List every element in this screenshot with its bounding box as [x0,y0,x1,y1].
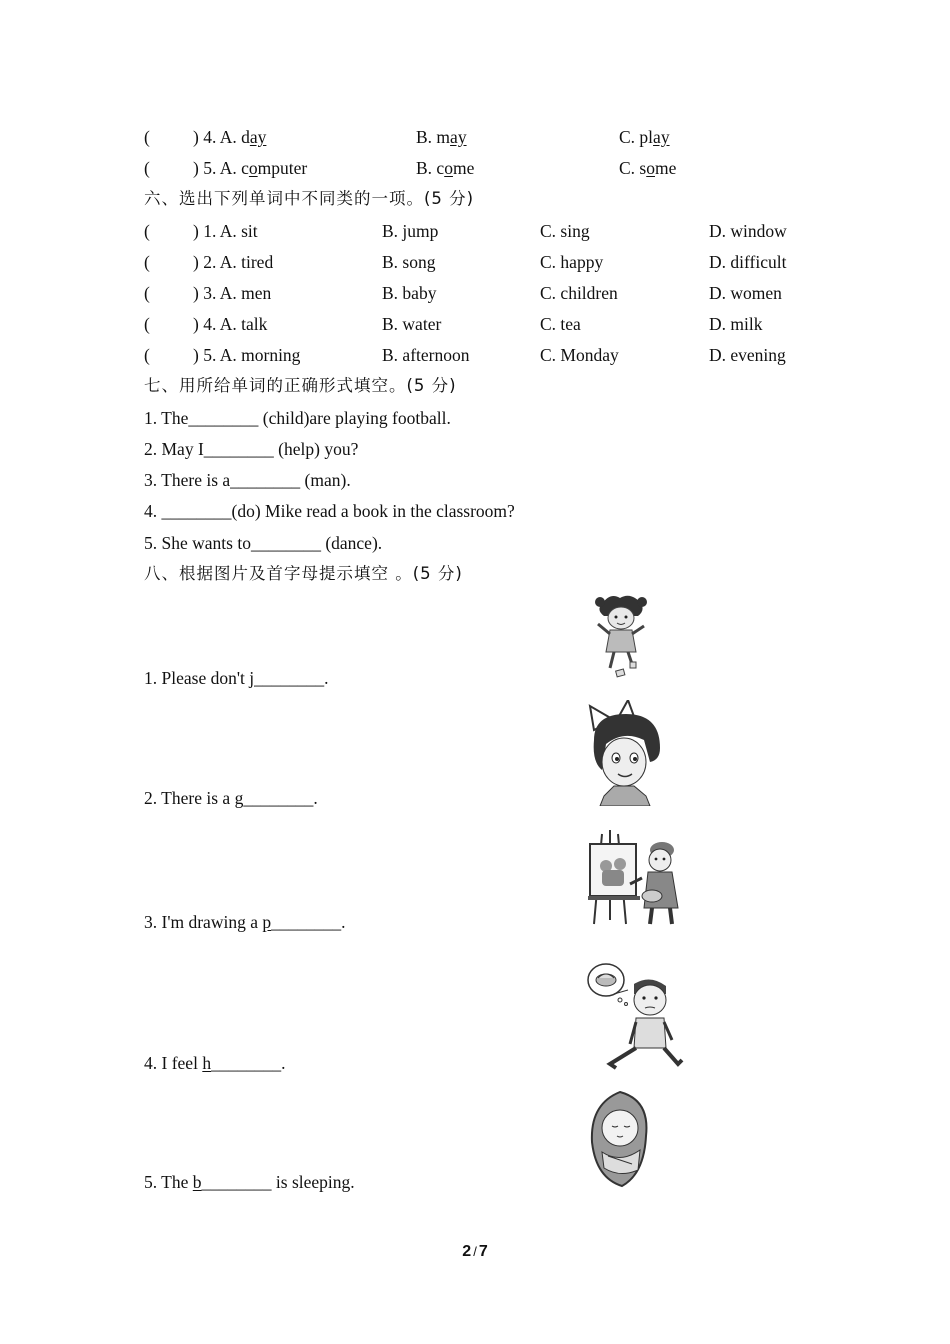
hungry-boy-picture [584,960,684,1072]
sec8-item-5: 5. The b________ is sleeping. [144,1172,355,1192]
boy-painting-picture [586,830,682,928]
sec7-item-1: 1. The________ (child)are playing football. [144,408,451,428]
answer-paren: ( [144,158,150,178]
girl-portrait-picture [584,700,666,806]
sec8-item-2: 2. There is a g________. [144,788,318,808]
page-number: 2 / 7 [462,1243,488,1260]
sec7-item-2: 2. May I________ (help) you? [144,439,359,459]
worksheet-page: ( ) 4. A. day B. may C. play ( ) 5. A. computer B. come C. some 六、选出下列单词中不同类的一项。(5 分) ( ) 1. A. sit B. jump C. sing D. window ( ) 2. A. tired B. song C. happy D. difficult ( ) 3. A. men B. baby C. children D. women ( ) 4. A. talk B. water C. tea D. milk ( ) 5. A. morning B. afternoon C. Monday D. evening 七、用所给单词的正确形式填空。(5 分) 1. The________ (child)are playing football. 2. May I________ (help) you? 3. There is a________ (man). 4. ________(do) Mike read a book in the classroom? 5. She wants to________ (dance). 八、根据图片及首字母提示填空 。(5 分) 1. Please don't j________. 2. There is a g________. 3. I'm drawing a p________. 4. I feel h________. 5. The b________ is sleeping. 2 / 7 [0,0,950,1344]
sec6-title: 六、选出下列单词中不同类的一项。(5 分) [144,189,475,208]
answer-paren: ( [144,127,150,147]
sec7-title: 七、用所给单词的正确形式填空。(5 分) [144,376,457,395]
sec7-item-5: 5. She wants to________ (dance). [144,533,383,553]
sec8-item-4: 4. I feel h________. [144,1053,286,1073]
sec8-item-3: 3. I'm drawing a p________. [144,912,346,932]
sec7-item-3: 3. There is a________ (man). [144,470,351,490]
sec7-item-4: 4. ________(do) Mike read a book in the classroom? [144,501,515,521]
sleeping-baby-picture [588,1090,654,1188]
jumping-girl-picture [590,592,652,682]
sec8-title: 八、根据图片及首字母提示填空 。(5 分) [144,564,463,583]
sec8-item-1: 1. Please don't j________. [144,668,329,688]
